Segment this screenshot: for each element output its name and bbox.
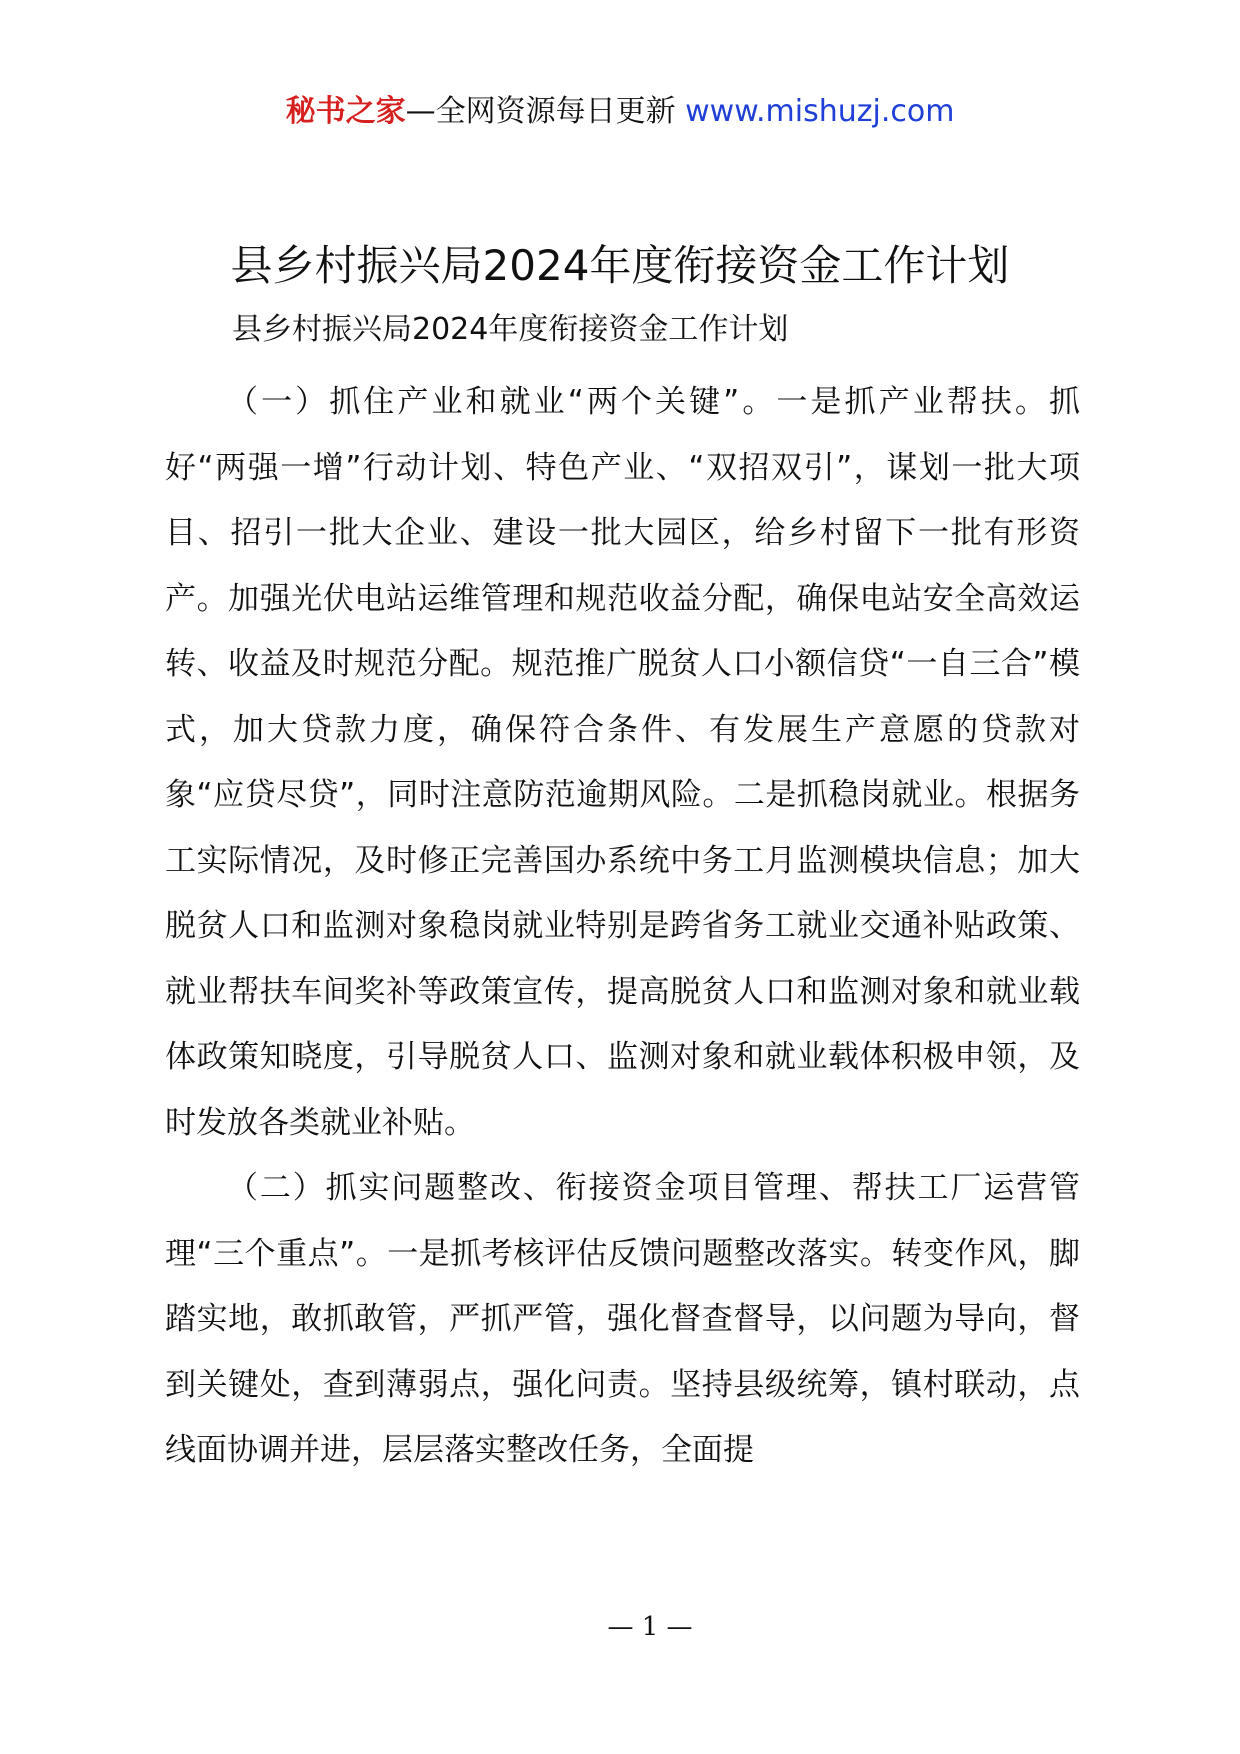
paragraph-1: （一）抓住产业和就业“两个关键”。一是抓产业帮扶。抓好“两强一增”行动计划、特色产业、“双招双引”，谋划一批大项目、招引一批大企业、建设一批大园区，给乡村留下一批有形资产。加强光伏电站运维管理和规范收益分配，确保电站安全高效运转、收益及时规范分配。规范推广脱贫人口小额信贷“一自三合”模式，加大贷款力度，确保符合条件、有发展生产意愿的贷款对象“应贷尽贷”，同时注意防范逾期风险。二是抓稳岗就业。根据务工实际情况，及时修正完善国办系统中务工月监测模块信息；加大脱贫人口和监测对象稳岗就业特别是跨省务工就业交通补贴政策、就业帮扶车间奖补等政策宣传，提高脱贫人口和监测对象和就业载体政策知晓度，引导脱贫人口、监测对象和就业载体积极申领，及时发放各类就业补贴。 <box>165 384 1080 1141</box>
document-body <box>165 370 1080 1484</box>
site-brand: 秘书之家 <box>285 94 406 129</box>
site-tagline: —全网资源每日更新 <box>405 94 676 129</box>
document-title: 县乡村振兴局2024年度衔接资金工作计划 <box>230 241 1010 290</box>
document-subtitle: 县乡村振兴局2024年度衔接资金工作计划 <box>232 312 789 347</box>
paragraph-2: （二）抓实问题整改、衔接资金项目管理、帮扶工厂运营管理“三个重点”。一是抓考核评估反馈问题整改落实。转变作风，脚踏实地，敢抓敢管，严抓严管，强化督查督导，以问题为导向，督到关键处，查到薄弱点，强化问责。坚持县级统筹，镇村联动，点线面协调并进，层层落实整改任务，全面提 <box>165 1170 1080 1468</box>
site-header <box>0 92 1240 132</box>
page-number: — 1 — <box>607 1612 693 1642</box>
site-url-link[interactable]: www.mishuzj.com <box>685 94 955 129</box>
